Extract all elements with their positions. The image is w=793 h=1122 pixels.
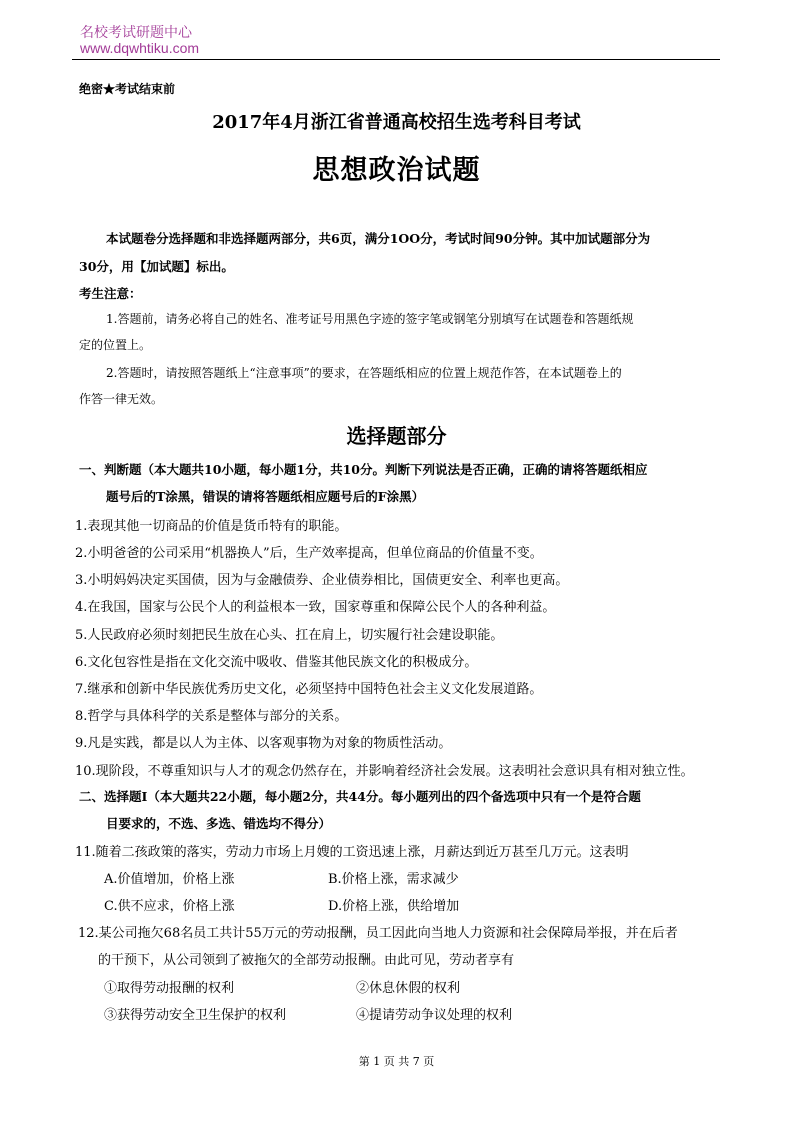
watermark-url[interactable]: www.dqwhtiku.com [80, 40, 200, 56]
judge-item-7: 7.继承和创新中华民族优秀历史文化，必须坚持中国特色社会主义文化发展道路。 [75, 682, 543, 697]
subject-title: 思想政治试题 [312, 155, 481, 186]
notice-item-1-line-1: 1.答题前，请务必将自己的姓名、准考证号用黑色字迹的签字笔或钢笔分别填写在试题卷和答题纸规 [106, 312, 634, 326]
section-title: 选择题部分 [346, 424, 447, 448]
notice-item-1-line-2: 定的位置上。 [79, 338, 152, 352]
q11-option-a: A.价值增加，价格上涨 [104, 872, 235, 887]
notice-heading: 考生注意： [79, 286, 142, 301]
q12-option-3: ③获得劳动安全卫生保护的权利 [104, 1008, 287, 1023]
judge-item-2: 2.小明爸爸的公司采用“机器换人”后，生产效率提高，但单位商品的价值量不变。 [75, 546, 543, 561]
judge-item-8: 8.哲学与具体科学的关系是整体与部分的关系。 [75, 709, 348, 724]
exam-title: 2017年4月浙江省普通高校招生选考科目考试 [212, 112, 581, 133]
q12-stem-line-2: 的干预下，从公司领到了被拖欠的全部劳动报酬。由此可见，劳动者享有 [98, 953, 515, 968]
page-footer: 第 1 页 共 7 页 [358, 1055, 435, 1068]
q11-stem: 11.随着二孩政策的落实，劳动力市场上月嫂的工资迅速上涨，月薪达到近万甚至几万元。这表明 [75, 845, 629, 860]
q12-option-2: ②休息休假的权利 [356, 981, 461, 996]
judge-item-10: 10.现阶段，不尊重知识与人才的观念仍然存在，并影响着经济社会发展。这表明社会意识具有相对独立性。 [75, 764, 694, 779]
judge-item-4: 4.在我国，国家与公民个人的利益根本一致，国家尊重和保障公民个人的各种利益。 [75, 600, 556, 615]
q11-option-d: D.价格上涨，供给增加 [328, 899, 460, 914]
watermark-name: 名校考试研题中心 [80, 25, 192, 41]
judge-item-9: 9.凡是实践，都是以人为主体、以客观事物为对象的物质性活动。 [75, 736, 452, 751]
q12-option-1: ①取得劳动报酬的权利 [104, 981, 235, 996]
q12-option-4: ④提请劳动争议处理的权利 [356, 1008, 513, 1023]
q11-option-b: B.价格上涨，需求减少 [328, 872, 459, 887]
judge-item-3: 3.小明妈妈决定买国债，因为与金融债券、企业债券相比，国债更安全、利率也更高。 [75, 573, 569, 588]
judge-item-1: 1.表现其他一切商品的价值是货币特有的职能。 [75, 519, 348, 534]
part1-heading-line-2: 题号后的T涂黑，错误的请将答题纸相应题号后的F涂黑） [106, 489, 425, 504]
part1-heading-line-1: 一、判断题（本大题共10小题，每小题1分，共10分。判断下列说法是否正确，正确的请将答题纸相应 [79, 462, 648, 477]
intro-line-1: 本试题卷分选择题和非选择题两部分，共6页，满分1OO分，考试时间90分钟。其中加试题部分为 [106, 231, 651, 246]
part2-heading-line-1: 二、选择题Ⅰ（本大题共22小题，每小题2分，共44分。每小题列出的四个备选项中只有一个是符合题 [79, 789, 641, 804]
q12-stem-line-1: 12.某公司拖欠68名员工共计55万元的劳动报酬，员工因此向当地人力资源和社会保障局举报，并在后者 [78, 926, 678, 941]
q11-option-c: C.供不应求，价格上涨 [104, 899, 235, 914]
secret-label: 绝密★考试结束前 [79, 82, 176, 96]
notice-item-2-line-1: 2.答题时，请按照答题纸上“注意事项”的要求，在答题纸相应的位置上规范作答，在本试题卷上的 [106, 366, 622, 380]
intro-line-2: 30分，用【加试题】标出。 [79, 259, 234, 274]
judge-item-6: 6.文化包容性是指在文化交流中吸收、借鉴其他民族文化的积极成分。 [75, 655, 478, 670]
header-rule [72, 59, 720, 60]
notice-item-2-line-2: 作答一律无效。 [79, 392, 164, 406]
judge-item-5: 5.人民政府必须时刻把民生放在心头、扛在肩上，切实履行社会建设职能。 [75, 628, 504, 643]
part2-heading-line-2: 目要求的，不选、多选、错选均不得分） [106, 816, 332, 831]
